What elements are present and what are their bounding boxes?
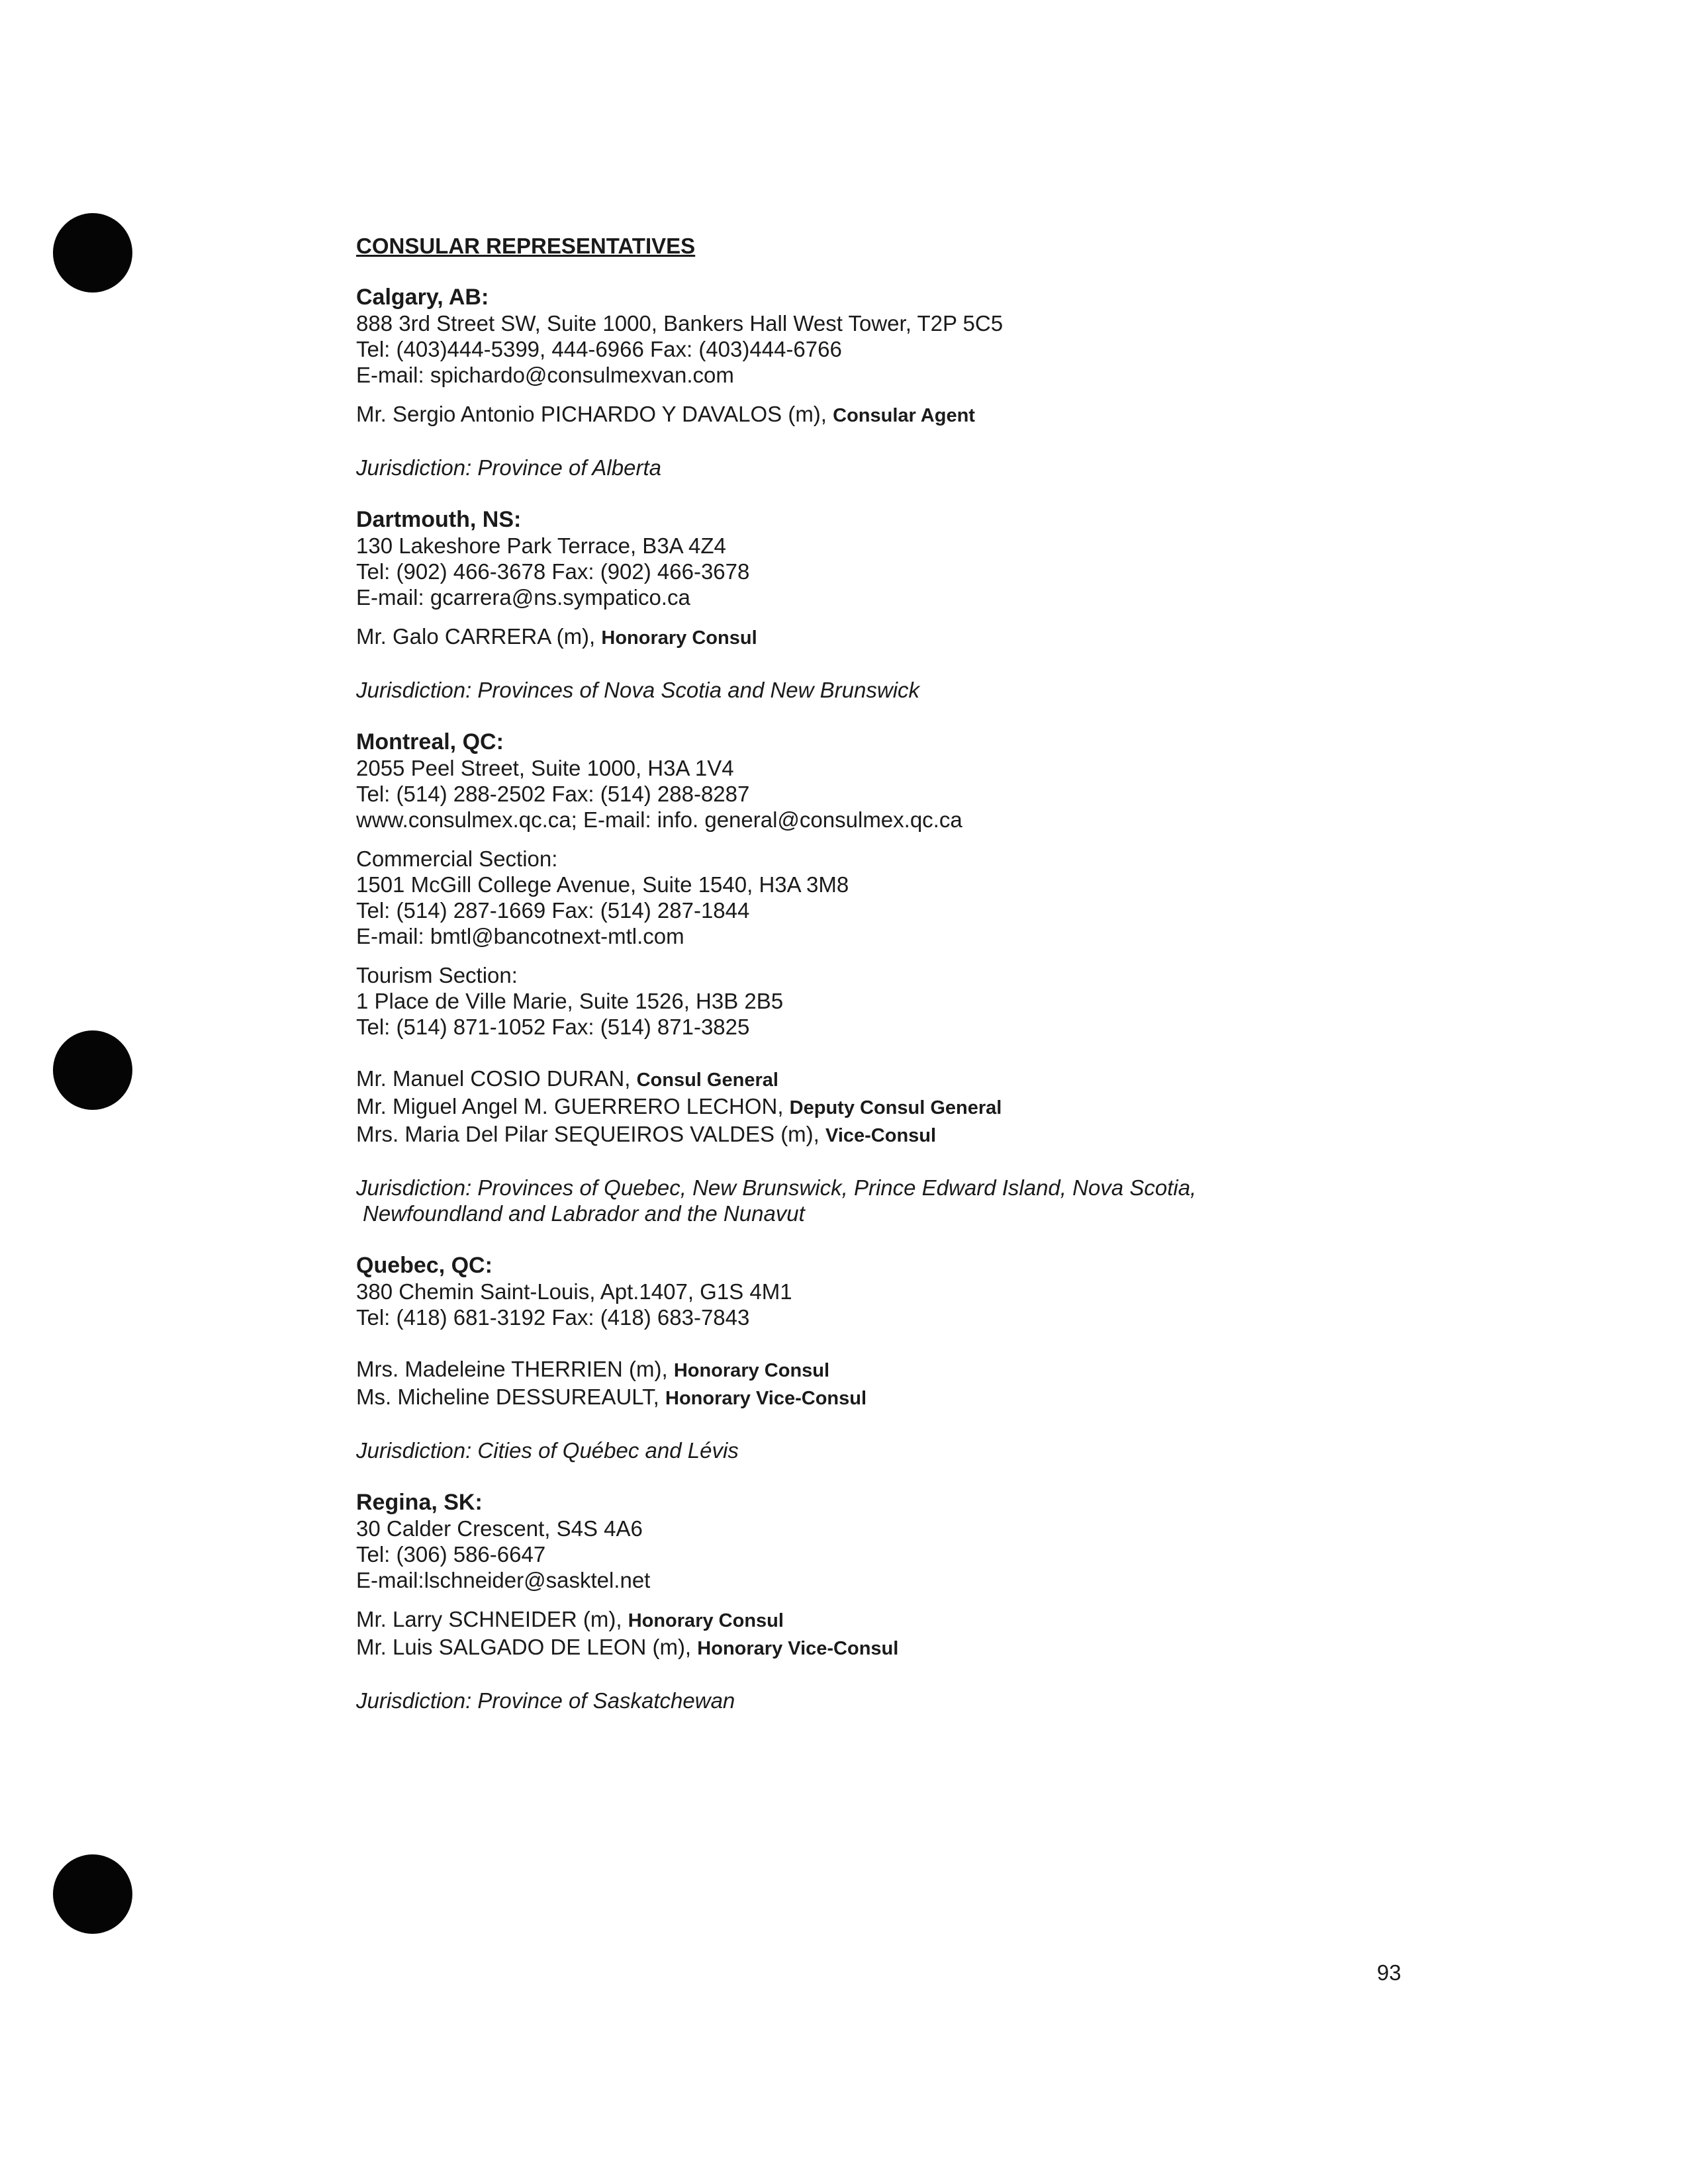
office-city: Montreal, QC: xyxy=(356,729,504,754)
office-dartmouth xyxy=(356,507,1614,703)
person-role: Honorary Consul xyxy=(628,1610,784,1631)
tourism-section-heading: Tourism Section: xyxy=(356,963,518,987)
jurisdiction-continued: Newfoundland and Labrador and the Nunavut xyxy=(363,1201,805,1226)
commercial-phone-line: Tel: (514) 287-1669 Fax: (514) 287-1844 xyxy=(356,898,750,923)
person-name: Mr. Galo CARRERA (m), xyxy=(356,624,602,649)
person-name: Mr. Luis SALGADO DE LEON (m), xyxy=(356,1635,698,1659)
person-name: Mr. Manuel COSIO DURAN, xyxy=(356,1066,637,1091)
binder-hole-bottom xyxy=(53,1854,132,1934)
person-entry xyxy=(356,1356,1614,1384)
address-line: 380 Chemin Saint-Louis, Apt.1407, G1S 4M1 xyxy=(356,1279,792,1304)
address-line: 130 Lakeshore Park Terrace, B3A 4Z4 xyxy=(356,533,726,558)
commercial-section-heading: Commercial Section: xyxy=(356,846,558,871)
binder-hole-top xyxy=(53,213,132,293)
email-line: E-mail: gcarrera@ns.sympatico.ca xyxy=(356,585,690,610)
person-role: Vice-Consul xyxy=(825,1125,937,1146)
person-role: Consular Agent xyxy=(833,405,975,426)
email-line: E-mail: spichardo@consulmexvan.com xyxy=(356,363,734,387)
phone-line: Tel: (418) 681-3192 Fax: (418) 683-7843 xyxy=(356,1305,750,1330)
address-line: 888 3rd Street SW, Suite 1000, Bankers Hall West Tower, T2P 5C5 xyxy=(356,311,1004,336)
phone-line: Tel: (902) 466-3678 Fax: (902) 466-3678 xyxy=(356,559,750,584)
person-role: Consul General xyxy=(636,1069,778,1091)
phone-line: Tel: (403)444-5399, 444-6966 Fax: (403)444-6766 xyxy=(356,337,842,361)
web-email-line: www.consulmex.qc.ca; E-mail: info. general@consulmex.qc.ca xyxy=(356,807,962,832)
commercial-email-line: E-mail: bmtl@bancotnext-mtl.com xyxy=(356,924,684,948)
office-montreal xyxy=(356,729,1614,1226)
phone-line: Tel: (306) 586-6647 xyxy=(356,1542,546,1567)
office-calgary xyxy=(356,285,1614,480)
tourism-address-line: 1 Place de Ville Marie, Suite 1526, H3B 2B5 xyxy=(356,989,784,1013)
jurisdiction: Jurisdiction: Provinces of Nova Scotia and New Brunswick xyxy=(356,678,920,702)
office-quebec xyxy=(356,1253,1614,1463)
office-city: Dartmouth, NS: xyxy=(356,507,522,532)
person-role: Honorary Vice-Consul xyxy=(697,1638,899,1659)
document-body xyxy=(356,233,1614,1713)
person-entry xyxy=(356,1634,1614,1662)
person-name: Mr. Sergio Antonio PICHARDO Y DAVALOS (m), xyxy=(356,402,833,426)
person-entry xyxy=(356,1093,1614,1121)
address-line: 30 Calder Crescent, S4S 4A6 xyxy=(356,1516,643,1541)
person-name: Mr. Larry SCHNEIDER (m), xyxy=(356,1607,628,1631)
person-role: Honorary Vice-Consul xyxy=(665,1388,867,1409)
binder-hole-middle xyxy=(53,1030,132,1110)
person-entry xyxy=(356,1384,1614,1412)
office-city: Regina, SK: xyxy=(356,1490,483,1515)
person-entry xyxy=(356,623,1614,651)
jurisdiction: Jurisdiction: Province of Alberta xyxy=(356,455,661,480)
phone-line: Tel: (514) 288-2502 Fax: (514) 288-8287 xyxy=(356,782,750,806)
person-entry xyxy=(356,1066,1614,1093)
person-entry xyxy=(356,401,1614,429)
office-city: Calgary, AB: xyxy=(356,285,489,310)
email-line: E-mail:lschneider@sasktel.net xyxy=(356,1568,651,1592)
person-role: Deputy Consul General xyxy=(789,1097,1002,1118)
person-name: Mrs. Maria Del Pilar SEQUEIROS VALDES (m), xyxy=(356,1122,826,1146)
person-name: Mr. Miguel Angel M. GUERRERO LECHON, xyxy=(356,1094,790,1118)
jurisdiction: Jurisdiction: Province of Saskatchewan xyxy=(356,1688,735,1713)
jurisdiction: Jurisdiction: Cities of Québec and Lévis xyxy=(356,1438,739,1463)
person-name: Mrs. Madeleine THERRIEN (m), xyxy=(356,1357,674,1381)
page-number: 93 xyxy=(1377,1960,1401,1985)
address-line: 2055 Peel Street, Suite 1000, H3A 1V4 xyxy=(356,756,734,780)
page-title: CONSULAR REPRESENTATIVES xyxy=(356,234,696,258)
person-role: Honorary Consul xyxy=(601,627,757,649)
person-entry xyxy=(356,1606,1614,1634)
office-regina xyxy=(356,1490,1614,1713)
person-name: Ms. Micheline DESSUREAULT, xyxy=(356,1385,666,1409)
person-role: Honorary Consul xyxy=(673,1360,830,1381)
office-city: Quebec, QC: xyxy=(356,1253,492,1278)
tourism-phone-line: Tel: (514) 871-1052 Fax: (514) 871-3825 xyxy=(356,1015,750,1039)
commercial-address-line: 1501 McGill College Avenue, Suite 1540, H3A 3M8 xyxy=(356,872,849,897)
person-entry xyxy=(356,1121,1614,1149)
jurisdiction: Jurisdiction: Provinces of Quebec, New Brunswick, Prince Edward Island, Nova Scotia, xyxy=(356,1175,1197,1200)
